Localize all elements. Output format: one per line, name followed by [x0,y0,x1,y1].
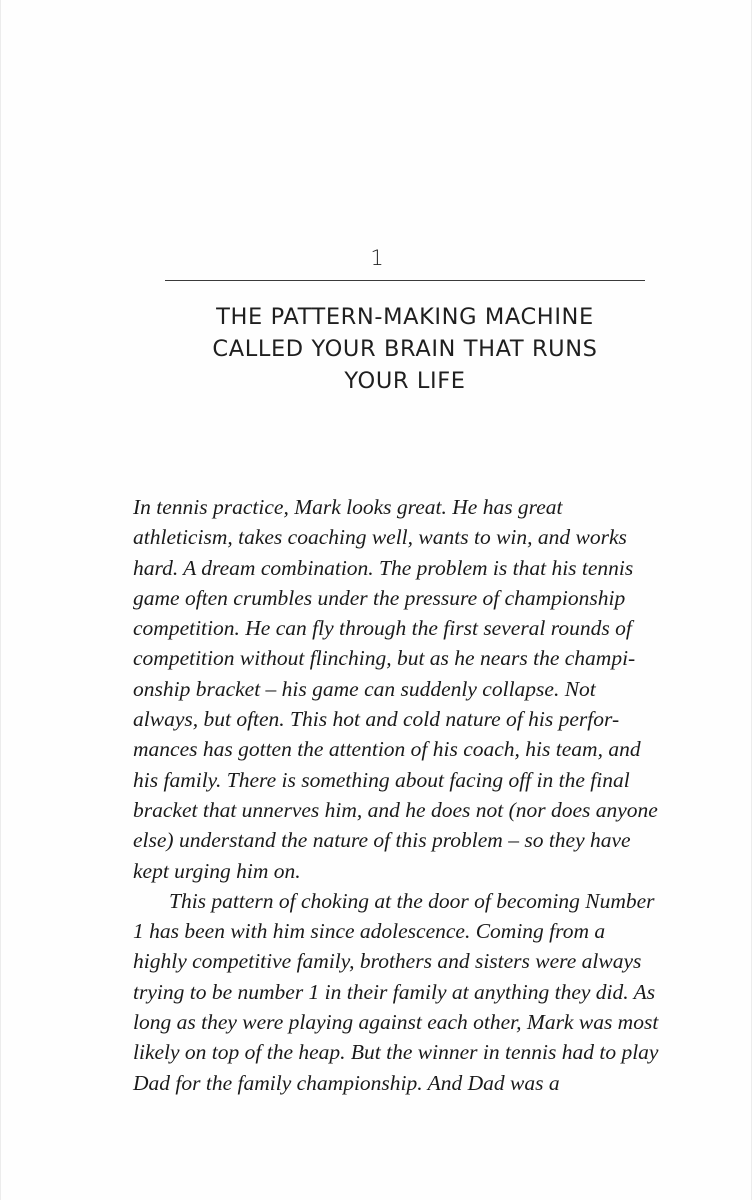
text-line: mances has gotten the attention of his coach, his team, and [133,737,641,762]
text-line: bracket that unnerves him, and he does not (nor does anyone [133,797,658,822]
text-line: else) understand the nature of this problem – so they have [133,828,631,853]
text-line: competition. He can fly through the first several rounds of [133,616,632,641]
text-line: onship bracket – his game can suddenly collapse. Not [133,676,596,701]
chapter-number: 1 [370,246,384,270]
body-text [133,492,681,1098]
chapter-divider-rule [165,280,645,281]
text-line: trying to be number 1 in their family at anything they did. As [133,979,656,1004]
text-line: In tennis practice, Mark looks great. He has great [133,495,563,519]
text-line: highly competitive family, brothers and sisters were always [133,949,642,974]
text-line: kept urging him on. [133,858,301,883]
text-line: athleticism, takes coaching well, wants to win, and works [133,525,627,550]
text-line: game often crumbles under the pressure of championship [133,585,626,610]
text-line: competition without flinching, but as he nears the champi- [133,646,636,671]
chapter-title [161,301,649,397]
text-line: always, but often. This hot and cold nature of his perfor- [133,707,620,732]
text-line: likely on top of the heap. But the winner in tennis had to play [133,1040,659,1065]
chapter-title-line: YOUR LIFE [344,368,466,394]
text-line: hard. A dream combination. The problem is that his tennis [133,555,634,580]
paragraph-1 [133,492,681,886]
paragraph-2 [133,886,681,1098]
text-line: Dad for the family championship. And Dad was a [133,1070,560,1095]
chapter-title-line: CALLED YOUR BRAIN THAT RUNS [212,336,598,362]
text-line: long as they were playing against each other, Mark was most [133,1010,659,1035]
text-line: his family. There is something about facing off in the final [133,767,630,792]
text-line: This pattern of choking at the door of becoming Number [169,888,655,913]
text-line: 1 has been with him since adolescence. Coming from a [133,919,606,944]
chapter-title-line: THE PATTERN-MAKING MACHINE [216,304,594,330]
